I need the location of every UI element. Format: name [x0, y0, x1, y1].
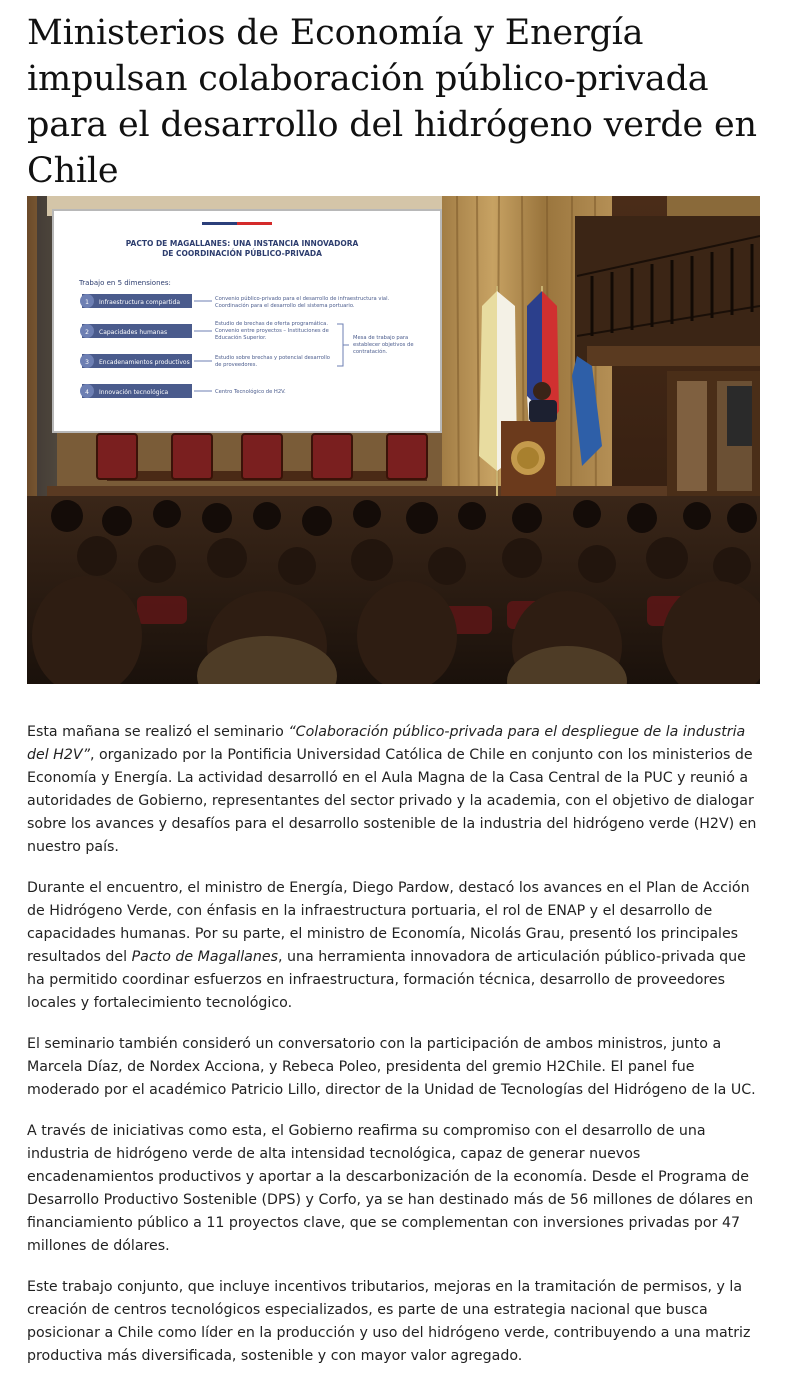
paragraph-2-text-a: Durante el encuentro, el ministro de Energía, Diego Pardow, destacó los avances en el Plan de Acción de Hidrógeno Verde, con énfasis en la infraestructura portuaria, el rol de ENAP y el desarrollo de capacidades humanas. Por su parte, el ministro de Economía, Nicolás Grau, presentó los principales resultados del — [27, 880, 750, 965]
seminar-name-emphasis: “Colaboración público-privada para el despliegue de la industria del H2V” — [27, 724, 746, 763]
pacto-emphasis: Pacto de Magallanes — [131, 949, 278, 965]
article-photo — [27, 196, 760, 684]
note-4-line-1: Centro Tecnológico de H2V. — [215, 389, 286, 395]
dim-4-label: Innovación tecnológica — [99, 389, 169, 396]
dim-3-label: Encadenamientos productivos — [99, 359, 190, 366]
slide-subheading: Trabajo en 5 dimensiones: — [79, 279, 171, 287]
note-2-line-1: Estudio de brechas de oferta programática. — [215, 321, 328, 327]
note-2-line-2: Convenio entre proyectos – Instituciones de — [215, 328, 329, 334]
dim-1-label: Infraestructura compartida — [99, 299, 181, 306]
paragraph-1 — [27, 721, 760, 859]
note-3-line-1: Estudio sobre brechas y potencial desarrollo — [215, 355, 330, 361]
paragraph-2-text-b: , una herramienta innovadora de articulación público-privada que ha permitido coordinar esfuerzos en infraestructura, formación técnica, desarrollo de proveedores locales y fortalecimiento tecnológico. — [27, 949, 746, 1011]
paragraph-4: A través de iniciativas como esta, el Gobierno reafirma su compromiso con el desarrollo de una industria de hidrógeno verde de alta intensidad tecnológica, capaz de generar nuevos encadenamientos productivos y aportar a la descarbonización de la economía. Desde el Programa de Desarrollo Productivo Sostenible (DPS) y Corfo, ya se han destinado más de 56 millones de dólares en financiamiento público a 11 proyectos clave, que se complementan con inversiones privadas por 47 millones de dólares. — [27, 1123, 754, 1254]
dim-2-label: Capacidades humanas — [99, 329, 168, 336]
paragraph-1-text-b: , organizado por la Pontificia Universidad Católica de Chile en conjunto con los ministerios de Economía y Energía. La actividad desarrolló en el Aula Magna de la Casa Central de la PUC y reunió a autoridades de Gobierno, representantes del sector privado y la academia, con el objetivo de dialogar sobre los avances y desafíos para el desarrollo sostenible de la industria del hidrógeno verde (H2V) en nuestro país. — [27, 747, 757, 855]
article-body — [27, 721, 760, 1386]
slide-heading-1: PACTO DE MAGALLANES: UNA INSTANCIA INNOVADORA — [125, 239, 359, 248]
dim-4-num: 4 — [85, 389, 89, 396]
note-2-line-3: Educación Superior. — [215, 335, 267, 341]
side-note-line-3: contratación. — [353, 349, 388, 355]
article — [27, 0, 760, 1364]
paragraph-2 — [27, 877, 760, 1015]
paragraph-3: El seminario también consideró un conversatorio con la participación de ambos ministros, junto a Marcela Díaz, de Nordex Acciona, y Rebeca Poleo, presidenta del gremio H2Chile. El panel fue moderado por el académico Patricio Lillo, director de la Unidad de Tecnologías del Hidrógeno de la UC. — [27, 1036, 756, 1098]
seminar-photo-illustration — [27, 196, 760, 684]
dim-2-num: 2 — [85, 329, 89, 336]
paragraph-1-text-a: Esta mañana se realizó el seminario — [27, 724, 289, 740]
dim-1-num: 1 — [85, 299, 89, 306]
dim-3-num: 3 — [85, 359, 89, 366]
note-1-line-1: Convenio público-privado para el desarrollo de infraestructura vial. — [215, 296, 390, 302]
slide-heading-2: DE COORDINACIÓN PÚBLICO-PRIVADA — [162, 249, 322, 258]
side-note-line-1: Mesa de trabajo para — [353, 335, 409, 341]
paragraph-5: Este trabajo conjunto, que incluye incentivos tributarios, mejoras en la tramitación de permisos, y la creación de centros tecnológicos especializados, es parte de una estrategia nacional que busca posicionar a Chile como líder en la producción y uso del hidrógeno verde, contribuyendo a una matriz productiva más diversificada, sostenible y con mayor valor agregado. — [27, 1279, 751, 1364]
note-1-line-2: Coordinación para el desarrollo del sistema portuario. — [215, 303, 355, 309]
note-3-line-2: de proveedores. — [215, 362, 258, 368]
side-note-line-2: establecer objetivos de — [353, 342, 414, 348]
article-title: Ministerios de Economía y Energía impulsan colaboración público-privada para el desarrollo del hidrógeno verde en Chile — [27, 13, 757, 191]
